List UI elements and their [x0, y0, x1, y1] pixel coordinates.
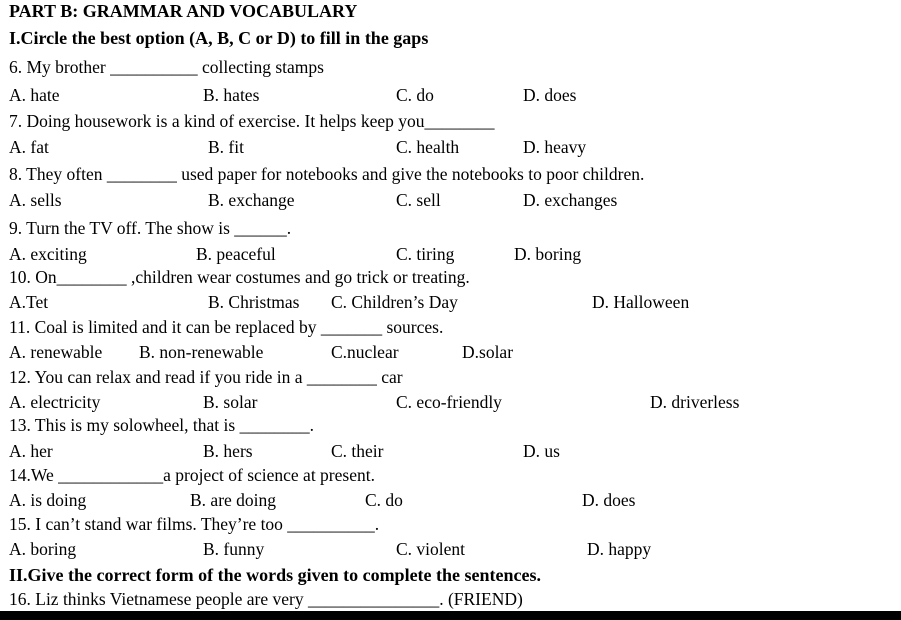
question-8-option-a[interactable]: A. sells	[9, 190, 62, 210]
question-15-option-d[interactable]: D. happy	[587, 539, 652, 559]
question-10-text: 10. On________ ,children wear costumes and go trick or treating.	[9, 267, 470, 287]
question-6-option-c[interactable]: C. do	[396, 85, 434, 105]
question-12-text: 12. You can relax and read if you ride in a ________ car	[9, 367, 403, 387]
question-9-option-c[interactable]: C. tiring	[396, 244, 455, 264]
question-10-option-d[interactable]: D. Halloween	[592, 292, 690, 312]
question-13-text: 13. This is my solowheel, that is ________.	[9, 415, 314, 435]
question-10-option-a[interactable]: A.Tet	[9, 292, 49, 312]
question-14-option-a[interactable]: A. is doing	[9, 490, 87, 510]
question-14-option-d[interactable]: D. does	[582, 490, 636, 510]
bottom-black-bar	[0, 611, 901, 620]
section2-instruction: II.Give the correct form of the words given to complete the sentences.	[9, 565, 542, 585]
question-13-option-a[interactable]: A. her	[9, 441, 53, 461]
question-15-option-a[interactable]: A. boring	[9, 539, 77, 559]
question-7-option-c[interactable]: C. health	[396, 137, 460, 157]
question-9-option-a[interactable]: A. exciting	[9, 244, 87, 264]
question-12-option-d[interactable]: D. driverless	[650, 392, 740, 412]
question-13-option-d[interactable]: D. us	[523, 441, 560, 461]
question-13-option-b[interactable]: B. hers	[203, 441, 253, 461]
question-13-option-c[interactable]: C. their	[331, 441, 384, 461]
question-11-option-a[interactable]: A. renewable	[9, 342, 103, 362]
question-10-option-c[interactable]: C. Children’s Day	[331, 292, 458, 312]
question-8-text: 8. They often ________ used paper for notebooks and give the notebooks to poor children.	[9, 164, 645, 184]
question-11-option-d[interactable]: D.solar	[462, 342, 514, 362]
question-12-option-a[interactable]: A. electricity	[9, 392, 101, 412]
question-9-text: 9. Turn the TV off. The show is ______.	[9, 218, 292, 238]
question-7-text: 7. Doing housework is a kind of exercise. It helps keep you________	[9, 111, 495, 131]
question-6-option-b[interactable]: B. hates	[203, 85, 260, 105]
question-14-option-c[interactable]: C. do	[365, 490, 403, 510]
question-11-option-c[interactable]: C.nuclear	[331, 342, 399, 362]
question-10-option-b[interactable]: B. Christmas	[208, 292, 300, 312]
question-8-option-c[interactable]: C. sell	[396, 190, 441, 210]
question-15-option-c[interactable]: C. violent	[396, 539, 466, 559]
question-7-option-d[interactable]: D. heavy	[523, 137, 587, 157]
question-12-option-c[interactable]: C. eco-friendly	[396, 392, 502, 412]
section1-instruction: I.Circle the best option (A, B, C or D) to fill in the gaps	[9, 28, 429, 48]
question-6-text: 6. My brother __________ collecting stamps	[9, 57, 324, 77]
question-6-option-a[interactable]: A. hate	[9, 85, 60, 105]
question-15-text: 15. I can’t stand war films. They’re too __________.	[9, 514, 380, 534]
question-14-text: 14.We ____________a project of science at present.	[9, 465, 375, 485]
question-12-option-b[interactable]: B. solar	[203, 392, 258, 412]
question-16-text: 16. Liz thinks Vietnamese people are very _______________. (FRIEND)	[9, 589, 523, 609]
question-7-option-b[interactable]: B. fit	[208, 137, 244, 157]
question-11-text: 11. Coal is limited and it can be replaced by _______ sources.	[9, 317, 444, 337]
question-7-option-a[interactable]: A. fat	[9, 137, 49, 157]
question-8-option-d[interactable]: D. exchanges	[523, 190, 618, 210]
question-9-option-d[interactable]: D. boring	[514, 244, 582, 264]
question-11-option-b[interactable]: B. non-renewable	[139, 342, 264, 362]
part-title: PART B: GRAMMAR AND VOCABULARY	[9, 1, 358, 21]
question-14-option-b[interactable]: B. are doing	[190, 490, 277, 510]
question-8-option-b[interactable]: B. exchange	[208, 190, 295, 210]
question-9-option-b[interactable]: B. peaceful	[196, 244, 276, 264]
question-15-option-b[interactable]: B. funny	[203, 539, 265, 559]
question-6-option-d[interactable]: D. does	[523, 85, 577, 105]
